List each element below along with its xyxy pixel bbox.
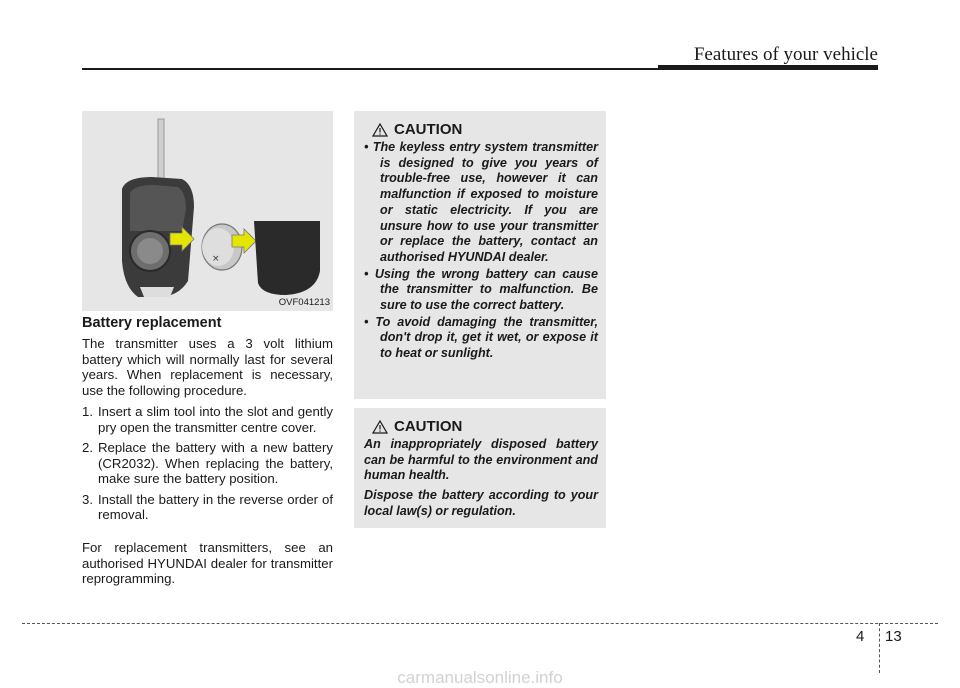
- outro-paragraph: For replacement transmitters, see an authorised HYUNDAI dealer for transmitter reprogramming.: [82, 540, 333, 586]
- warning-triangle-icon: [372, 123, 388, 137]
- caution-title: CAUTION: [394, 121, 463, 138]
- procedure-step: [82, 492, 333, 523]
- step-number: 3.: [82, 491, 93, 507]
- svg-text:×: ×: [212, 254, 220, 264]
- figure-code: OVF041213: [278, 297, 330, 308]
- procedure-step: [82, 440, 333, 487]
- intro-paragraph: The transmitter uses a 3 volt lithium battery which will normally last for several years. When replacement is necessary, use the following procedure.: [82, 336, 333, 398]
- caution-bullet: • To avoid damaging the transmitter, don't drop it, get it wet, or expose it to heat or sunlight.: [364, 314, 598, 361]
- step-text: Replace the battery with a new battery (CR2032). When replacing the battery, make sure the battery position.: [98, 440, 333, 486]
- caution-bullet: • The keyless entry system transmitter is designed to give you years of trouble-free use, however it can malfunction if exposed to moisture or static electricity. If you are unsure how to use your transmitter or replace the battery, contact an authorised HYUNDAI dealer.: [364, 140, 598, 264]
- caution-box-transmitter: [354, 111, 606, 399]
- caution-paragraph: An inappropriately disposed battery can be harmful to the environment and human health.: [364, 437, 598, 483]
- procedure-steps: [82, 404, 333, 528]
- section-heading: Battery replacement: [82, 315, 222, 331]
- step-number: 1.: [82, 404, 93, 419]
- watermark: carmanualsonline.info: [397, 668, 563, 687]
- chapter-number: 4: [856, 628, 865, 645]
- caution-paragraph: Dispose the battery according to your local law(s) or regulation.: [364, 488, 598, 518]
- procedure-step: [82, 404, 333, 435]
- caution-box-disposal: [354, 408, 606, 528]
- page-number: 13: [885, 628, 902, 645]
- step-number: 2.: [82, 440, 93, 455]
- key-battery-illustration: [82, 111, 333, 311]
- caution-title: CAUTION: [394, 418, 463, 435]
- caution-bullet: • Using the wrong battery can cause the transmitter to malfunction. Be sure to use the correct battery.: [364, 266, 598, 313]
- step-text: Insert a slim tool into the slot and gently pry open the transmitter centre cover.: [98, 404, 333, 435]
- warning-triangle-icon: [372, 420, 388, 434]
- page-header-title: Features of your vehicle: [693, 44, 878, 65]
- footer-rule: [22, 623, 938, 624]
- step-text: Install the battery in the reverse order of removal.: [98, 491, 333, 522]
- header-rule-accent: [658, 65, 878, 70]
- footer-divider: [879, 623, 880, 673]
